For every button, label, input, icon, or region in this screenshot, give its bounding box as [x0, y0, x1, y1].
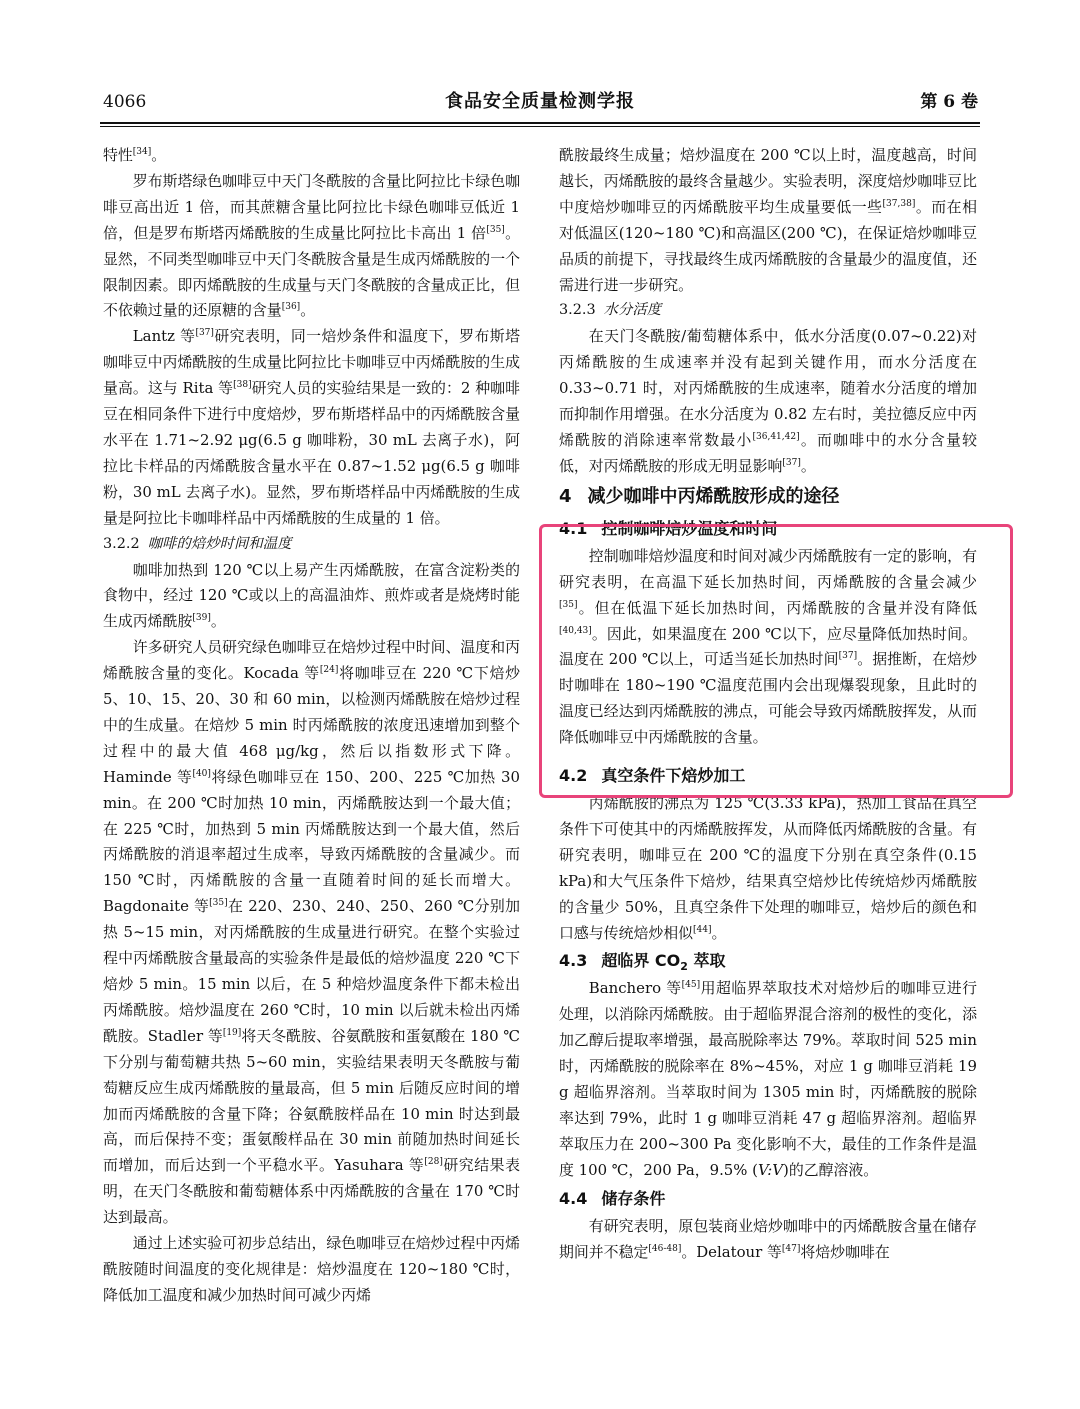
paragraph: 在天门冬酰胺/葡萄糖体系中，低水分活度(0.07~0.22)对丙烯酰胺的生成速率并没有起到关键作用，而水分活度在 0.33~0.71 时，对丙烯酰胺的生成速率，随着水分活度的增加而抑制作用增强。在水分活度为 0.82 左右时，美拉德反应中丙烯酰胺的消除速率常数最小[36,41,42]。而咖啡中的水分含量较低，对丙烯酰胺的形成无明显影响[37]。: [559, 327, 977, 475]
section-4-2-heading: 4.2 真空条件下焙炒加工: [559, 766, 746, 786]
citation: [24]: [319, 665, 339, 676]
citation: [37]: [195, 328, 214, 339]
subsection-heading: 3.2.2 咖啡的焙炒时间和温度: [103, 535, 292, 552]
paragraph: Banchero 等[45]用超临界萃取技术对焙炒后的咖啡豆进行处理，以消除丙烯酰胺。由于超临界混合溶剂的极性的变化，添加乙醇后提取率增强，最高脱除率达 79%。萃取时间 525 min 时，丙烯酰胺的脱除率在 8%~45%，对应 1 g 咖啡豆消耗 19 g 超临界溶剂。当萃取时间为 1305 min 时，丙烯酰胺的脱除率达到 79%，此时 1 g 咖啡豆消耗 47 g 超临界溶剂。超临界萃取压力在 200~300 Pa 变化影响不大，最佳的工作条件是温度 100 ℃，200 Pa，9.5% (V:V)的乙醇溶液。: [559, 979, 977, 1179]
citation: [47]: [781, 1243, 801, 1254]
journal-title: 食品安全质量检测学报: [445, 91, 635, 112]
header-rule-thin: [100, 126, 980, 127]
citation: [37]: [838, 651, 858, 662]
paragraph: 酰胺最终生成量；焙炒温度在 200 ℃以上时，温度越高，时间越长，丙烯酰胺的最终含量越少。实验表明，深度焙炒咖啡豆比中度焙炒咖啡豆的丙烯酰胺平均生成量要低一些[37,38]。而在相对低温区(120~180 ℃)和高温区(200 ℃)，在保证焙炒咖啡豆品质的前提下，寻找最终生成丙烯酰胺的含量最少的温度值，还需进行进一步研究。: [559, 146, 977, 294]
volume-label: 第 6 卷: [920, 92, 978, 112]
citation: [46-48]: [648, 1243, 682, 1254]
citation: [37]: [782, 457, 801, 468]
citation: [39]: [192, 613, 211, 624]
paragraph: 特性[34]。: [103, 146, 167, 164]
citation: [28]: [424, 1157, 443, 1168]
citation: [19]: [222, 1027, 242, 1038]
citation: [40]: [192, 768, 211, 779]
paragraph: Lantz 等[37]研究表明，同一焙炒条件和温度下，罗布斯塔咖啡豆中丙烯酰胺的生成量比阿拉比卡咖啡豆中丙烯酰胺的生成量高。这与 Rita 等[38]研究人员的实验结果是一致的：2 种咖啡豆在相同条件下进行中度焙炒，罗布斯塔样品中的丙烯酰胺含量水平在 1.71~2.92 μg(6.5 g 咖啡粉，30 mL 去离子水)，阿拉比卡样品的丙烯酰胺含量水平在 0.87~1.52 μg(6.5 g 咖啡粉，30 mL 去离子水)。显然，罗布斯塔样品中丙烯酰胺的生成量是阿拉比卡咖啡样品中丙烯酰胺的生成量的 1 倍。: [103, 327, 520, 527]
section-4-3-heading: 4.3 超临界 $CO_2$ 萃取: [559, 951, 726, 974]
citation: [34]: [132, 147, 152, 158]
paragraph: 通过上述实验可初步总结出，绿色咖啡豆在焙炒过程中丙烯酰胺随时间温度的变化规律是：焙炒温度在 120~180 ℃时，降低加工温度和减少加热时间可减少丙烯: [103, 1234, 520, 1304]
citation: [35]: [209, 898, 228, 909]
paragraph: 咖啡加热到 120 ℃以上易产生丙烯酰胺，在富含淀粉类的食物中，经过 120 ℃或以上的高温油炸、煎炸或者是烧烤时能生成丙烯酰胺[39]。: [103, 560, 520, 631]
citation: [35]: [486, 224, 505, 235]
paragraph-highlighted: 控制咖啡焙炒温度和时间对减少丙烯酰胺有一定的影响，有研究表明，在高温下延长加热时间，丙烯酰胺的含量会减少[35]。但在低温下延长加热时间，丙烯酰胺的含量并没有降低[40,43]。因此，如果温度在 200 ℃以下，应尽量降低加热时间。温度在 200 ℃以上，可适当延长加热时间[37]。据推断，在焙炒时咖啡在 180~190 ℃温度范围内会出现爆裂现象，且此时的温度已经达到丙烯酰胺的沸点，可能会导致丙烯酰胺挥发，从而降低咖啡豆中丙烯酰胺的含量。: [559, 546, 977, 747]
header-rule: [100, 122, 980, 124]
left-column: [103, 143, 520, 1309]
section-4-4-heading: 4.4 储存条件: [559, 1188, 666, 1208]
section-heading: 4 减少咖啡中丙烯酰胺形成的途径: [559, 485, 840, 507]
citation: [36]: [281, 302, 301, 313]
citation: [40,43]: [559, 625, 592, 636]
citation: [45]: [681, 980, 701, 991]
citation: [36,41,42]: [752, 432, 800, 442]
subsection-heading: 3.2.3 水分活度: [559, 302, 662, 319]
right-column: [559, 143, 977, 1266]
paragraph: 丙烯酰胺的沸点为 125 ℃(3.33 kPa)，热加工食品在真空条件下可使其中的丙烯酰胺挥发，从而降低丙烯酰胺的含量。有研究表明，咖啡豆在 200 ℃的温度下分别在真空条件(0.15 kPa)和大气压条件下焙炒，结果真空焙炒比传统焙炒丙烯酰胺的含量少 50%，且真空条件下处理的咖啡豆，焙炒后的颜色和口感与传统焙炒相似[44]。: [559, 794, 977, 942]
citation: [44]: [693, 924, 712, 935]
paragraph: 罗布斯塔绿色咖啡豆中天门冬酰胺的含量比阿拉比卡绿色咖啡豆高出近 1 倍，而其蔗糖含量比阿拉比卡绿色咖啡豆低近 1 倍，但是罗布斯塔丙烯酰胺的生成量比阿拉比卡高出 1 倍[35]。显然，不同类型咖啡豆中天门冬酰胺含量是生成丙烯酰胺的一个限制因素。即丙烯酰胺的生成量与天门冬酰胺的含量成正比，但不依赖过量的还原糖的含量[36]。: [103, 171, 520, 320]
citation: [37,38]: [882, 198, 916, 209]
paragraph: 有研究表明，原包装商业焙炒咖啡中的丙烯酰胺含量在储存期间并不稳定[46-48]。Delatour 等[47]将焙炒咖啡在: [559, 1216, 977, 1261]
page-number: 4066: [103, 92, 147, 112]
citation: [38]: [233, 380, 252, 391]
citation: [35]: [559, 599, 578, 610]
section-4-1-heading: 4.1 控制咖啡焙炒温度和时间: [559, 518, 778, 538]
paragraph: 许多研究人员研究绿色咖啡豆在焙炒过程中时间、温度和丙烯酰胺含量的变化。Kocada 等[24]将咖啡豆在 220 ℃下焙炒 5、10、15、20、30 和 60 min，以检测丙烯酰胺在焙炒过程中的生成量。在焙炒 5 min 时丙烯酰胺的浓度迅速增加到整个过程中的最大值 468 μg/kg，然后以指数形式下降。Haminde 等[40]将绿色咖啡豆在 150、200、225 ℃加热 30 min。在 200 ℃时加热 10 min，丙烯酰胺达到一个最大值；在 225 ℃时，加热到 5 min 丙烯酰胺达到一个最大值，然后丙烯酰胺的消退率超过生成率，导致丙烯酰胺的含量减少。而 150 ℃时，丙烯酰胺的含量一直随着时间的延长而增大。Bagdonaite 等[35]在 220、230、240、250、260 ℃分别加热 5~15 min，对丙烯酰胺的生成量进行研究。在整个实验过程中丙烯酰胺含量最高的实验条件是最低的焙炒温度 220 ℃下焙炒 5 min。15 min 以后，在 5 种焙炒温度条件下都未检出丙烯酰胺。焙炒温度在 260 ℃时，10 min 以后就未检出丙烯酰胺。Stadler 等[19]将天冬酰胺、谷氨酰胺和蛋氨酸在 180 ℃下分别与葡萄糖共热 5~60 min，实验结果表明天冬酰胺与葡萄糖反应生成丙烯酰胺的量最高，但 5 min 后随反应时间的增加而丙烯酰胺的含量下降；谷氨酰胺样品在 10 min 时达到最高，而后保持不变；蛋氨酸样品在 30 min 前随加热时间延长而增加，而后达到一个平稳水平。Yasuhara 等[28]研究结果表明，在天门冬酰胺和葡萄糖体系中丙烯酰胺的含量在 170 ℃时达到最高。: [103, 638, 521, 1227]
